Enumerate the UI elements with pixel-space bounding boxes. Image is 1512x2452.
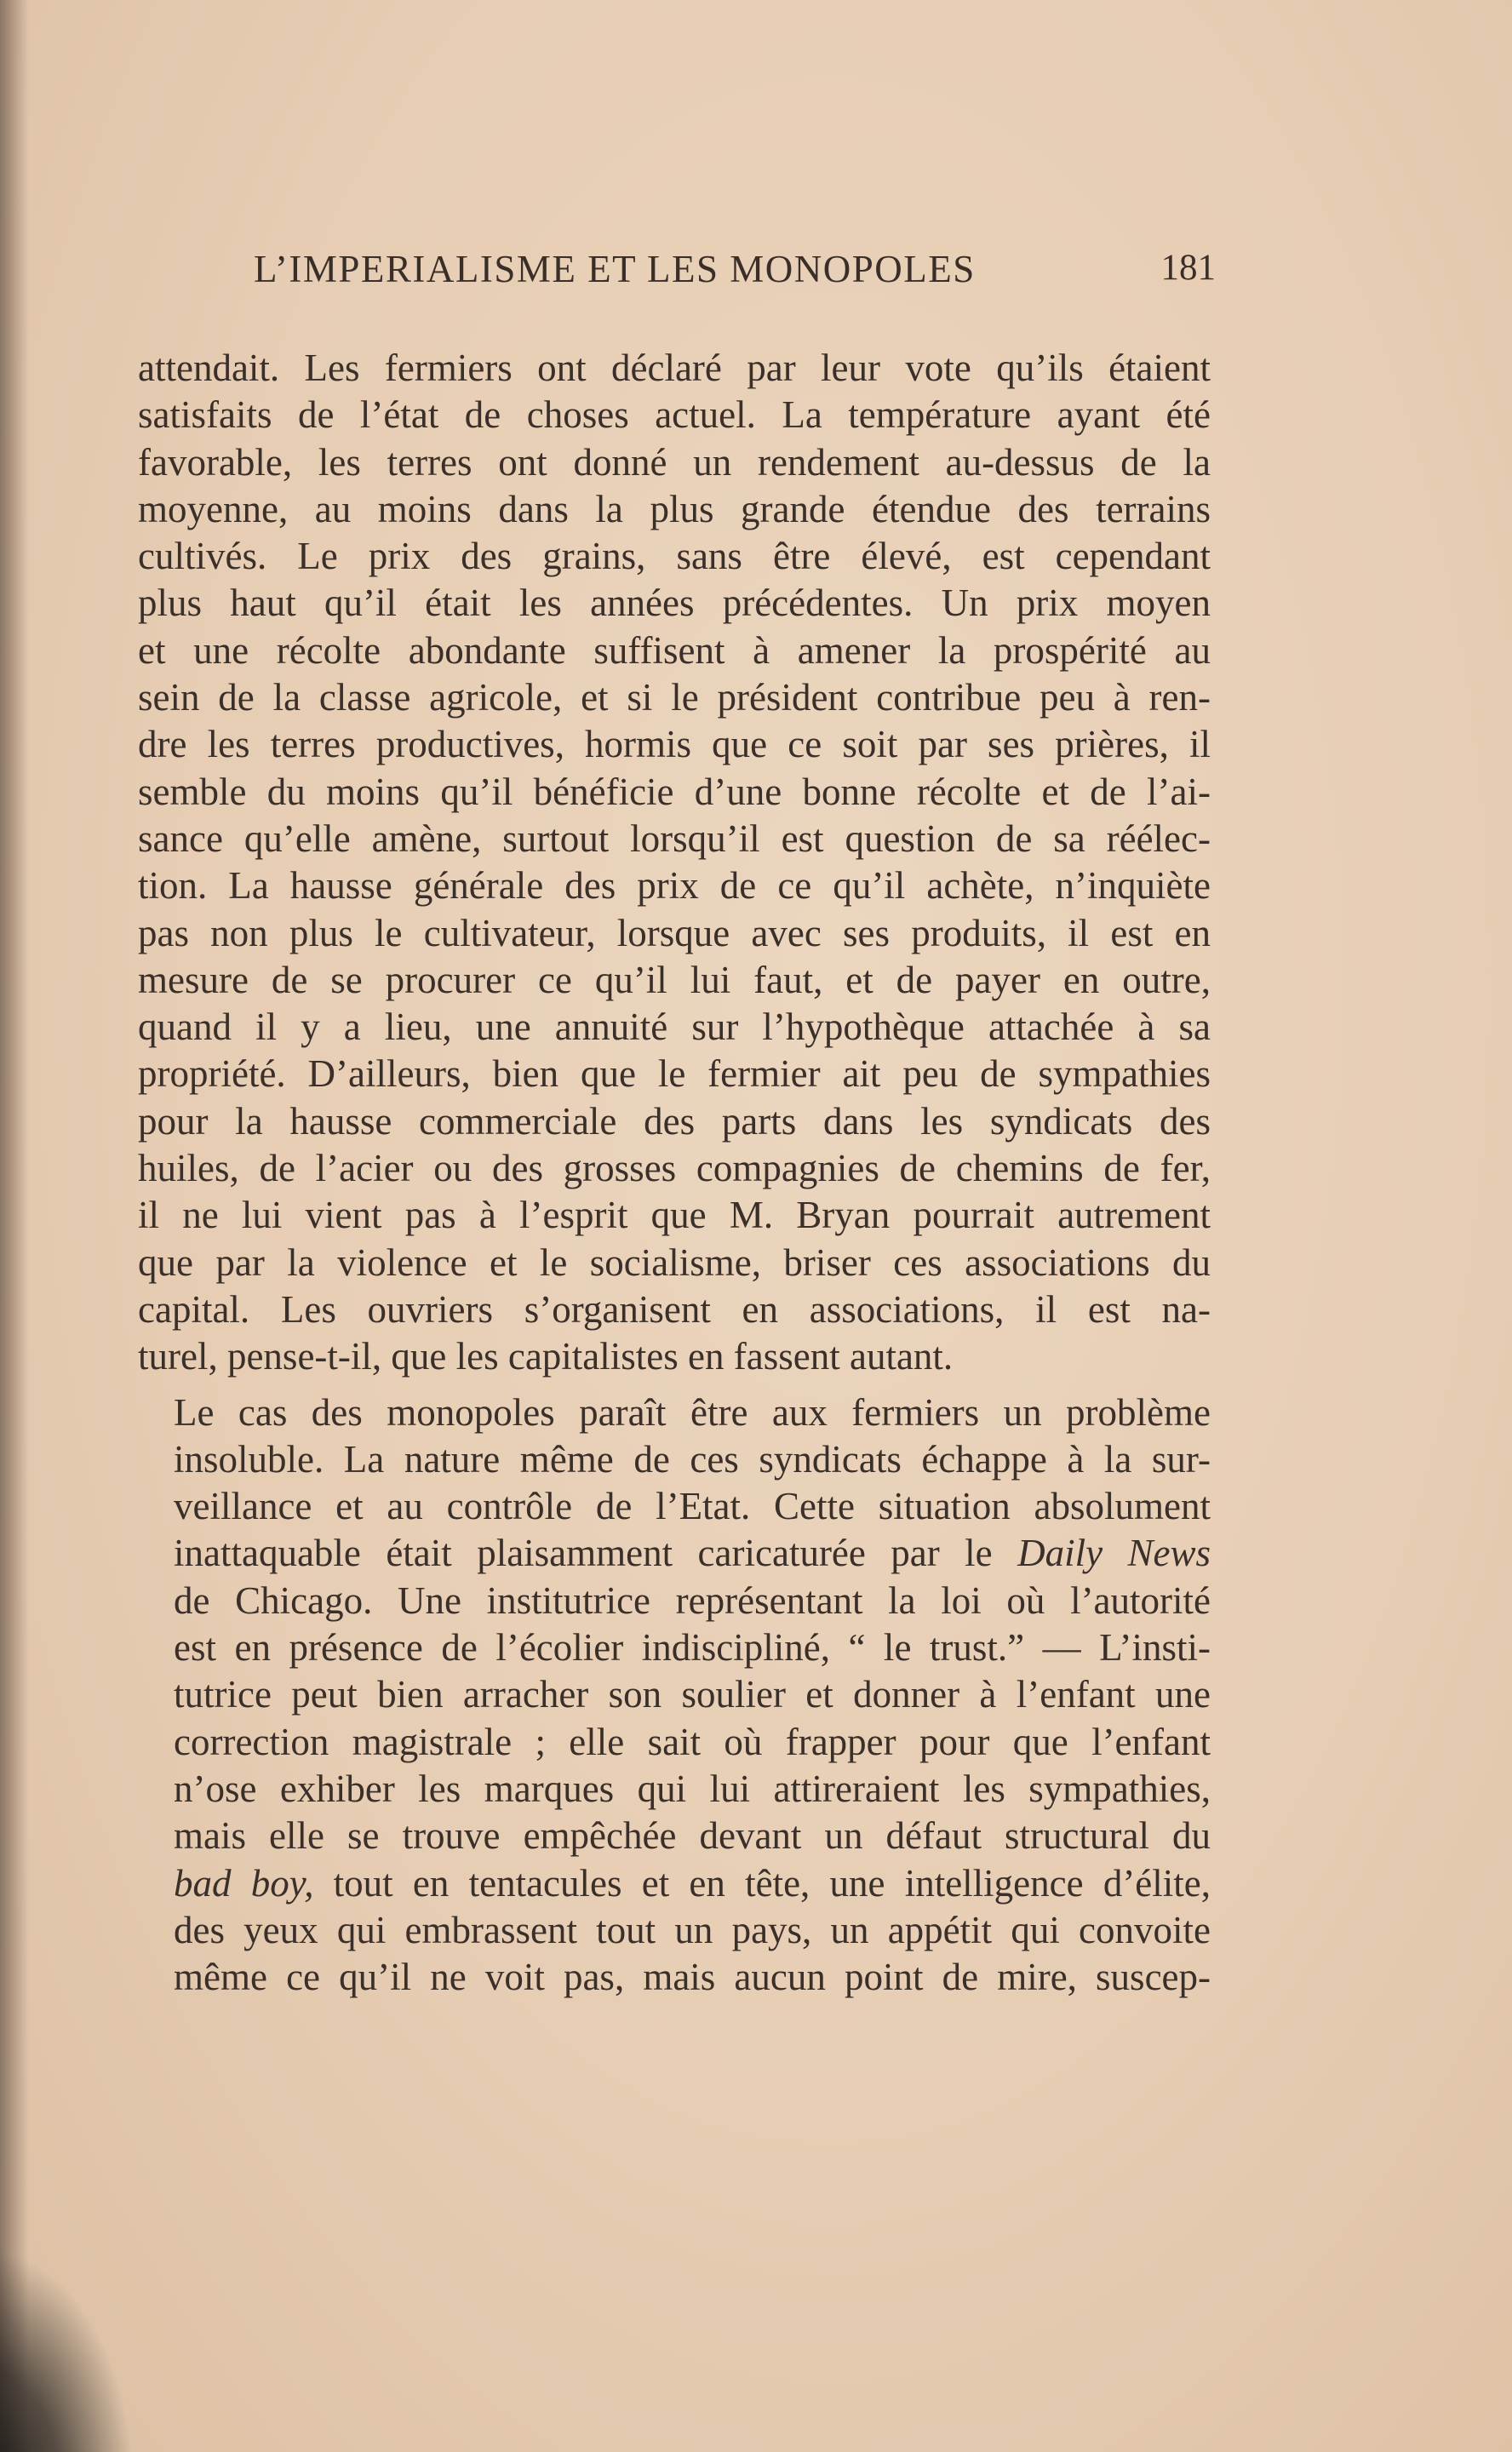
text-line: favorable, les terres ont donné un rendement au-dessus de la <box>138 440 1211 484</box>
text-line: correction magistrale ; elle sait où frapper pour que l’enfant <box>174 1720 1211 1763</box>
page-number: 181 <box>1160 248 1216 288</box>
text-line: huiles, de l’acier ou des grosses compagnies de chemins de fer, <box>138 1147 1211 1190</box>
text-line: est en présence de l’écolier indiscipliné, “ le trust.” — L’insti- <box>174 1626 1211 1670</box>
text-line: il ne lui vient pas à l’esprit que M. Bryan pourrait autrement <box>138 1194 1211 1237</box>
text-line: sance qu’elle amène, surtout lorsqu’il est question de sa réélec- <box>138 816 1211 860</box>
text-line: des yeux qui embrassent tout un pays, un appétit qui convoite <box>174 1908 1211 1951</box>
text-line: mais elle se trouve empêchée devant un défaut structural du <box>174 1814 1211 1858</box>
text-line: turel, pense-t-il, que les capitalistes en fassent autant. <box>138 1335 954 1378</box>
italic-newspaper-title: Daily News <box>1017 1532 1211 1575</box>
text-line: n’ose exhiber les marques qui lui attireraient les sympathies, <box>174 1767 1211 1810</box>
text-line: sein de la classe agricole, et si le président contribue peu à ren- <box>138 676 1211 719</box>
text-segment: inattaquable était plaisamment caricaturée par le <box>174 1532 1018 1575</box>
text-line: tutrice peut bien arracher son soulier et donner à l’enfant une <box>174 1673 1211 1716</box>
text-line-daily-news <box>138 1530 1211 1577</box>
paragraph-1 <box>138 345 1211 1381</box>
text-line: que par la violence et le socialisme, briser ces associations du <box>138 1240 1211 1284</box>
text-line: Le cas des monopoles paraît être aux fermiers un problème <box>174 1390 1211 1434</box>
text-line: veillance et au contrôle de l’Etat. Cette situation absolument <box>174 1485 1211 1528</box>
text-line: moyenne, au moins dans la plus grande étendue des terrains <box>138 487 1211 530</box>
text-segment: tout en tentacules et en tête, une intelligence d’élite, <box>313 1861 1211 1905</box>
text-line: dre les terres productives, hormis que ce soit par ses prières, il <box>138 723 1211 766</box>
text-line: semble du moins qu’il bénéficie d’une bonne récolte et de l’ai- <box>138 770 1211 813</box>
text-line: pour la hausse commerciale des parts dans les syndicats des <box>138 1099 1211 1143</box>
text-line: et une récolte abondante suffisent à amener la prospérité au <box>138 628 1211 672</box>
corner-shadow <box>0 2248 136 2452</box>
text-line: cultivés. Le prix des grains, sans être élevé, est cependant <box>138 535 1211 578</box>
text-line: même ce qu’il ne voit pas, mais aucun point de mire, suscep- <box>174 1956 1211 1999</box>
running-title: L’IMPERIALISME ET LES MONOPOLES <box>254 248 976 290</box>
text-line: tion. La hausse générale des prix de ce qu’il achète, n’inquiète <box>138 864 1211 908</box>
text-line: plus haut qu’il était les années précédentes. Un prix moyen <box>138 581 1211 625</box>
text-line: capital. Les ouvriers s’organisent en associations, il est na- <box>138 1287 1211 1331</box>
text-line: mesure de se procurer ce qu’il lui faut, et de payer en outre, <box>138 958 1211 1001</box>
text-line: quand il y a lieu, une annuité sur l’hypothèque attachée à sa <box>138 1005 1211 1049</box>
body-text <box>138 345 1211 2001</box>
binding-shadow <box>0 0 29 2452</box>
italic-bad-boy: bad boy, <box>174 1861 314 1905</box>
paragraph-2 <box>138 1389 1211 2002</box>
text-line: insoluble. La nature même de ces syndicats échappe à la sur- <box>174 1437 1211 1481</box>
page-header <box>254 247 1216 298</box>
text-line-bad-boy <box>138 1860 1211 1907</box>
text-line: satisfaits de l’état de choses actuel. La température ayant été <box>138 393 1211 437</box>
text-line: de Chicago. Une institutrice représentant la loi où l’autorité <box>174 1578 1211 1622</box>
text-line: pas non plus le cultivateur, lorsque avec ses produits, il est en <box>138 911 1211 954</box>
text-line: propriété. D’ailleurs, bien que le fermier ait peu de sympathies <box>138 1052 1211 1096</box>
text-line: attendait. Les fermiers ont déclaré par leur vote qu’ils étaient <box>138 347 1211 389</box>
